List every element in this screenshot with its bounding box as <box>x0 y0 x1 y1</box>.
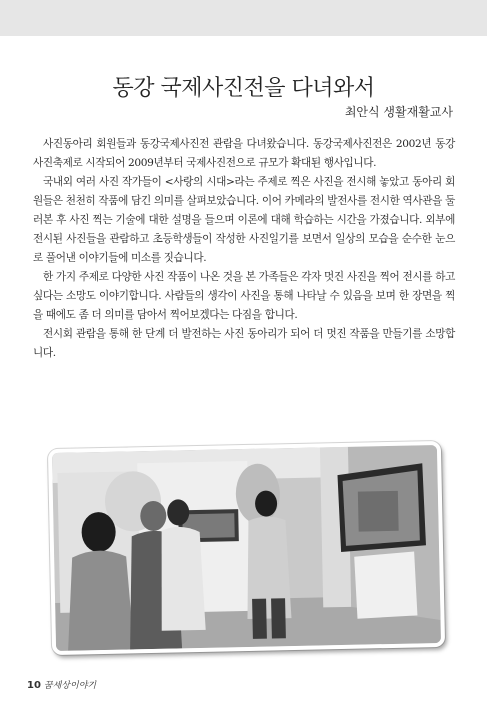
page-number: 10 <box>27 680 41 691</box>
article-title: 동강 국제사진전을 다녀와서 <box>112 75 375 101</box>
article-body <box>33 135 455 363</box>
paragraph: 사진동아리 회원들과 동강국제사진전 관람을 다녀왔습니다. 동강국제사진전은 2002년 동강사진축제로 시작되어 2009년부터 국제사진전으로 규모가 확대된 행사입니다. <box>33 138 455 169</box>
header-band <box>0 0 487 36</box>
magazine-name: 꿈세상이야기 <box>43 681 97 691</box>
paragraph: 전시회 관람을 통해 한 단계 더 발전하는 사진 동아리가 되어 더 멋진 작품을 만들기를 소망합니다. <box>33 328 455 359</box>
paragraph: 한 가지 주제로 다양한 사진 작품이 나온 것을 본 가족들은 각자 멋진 사진을 찍어 전시를 하고 싶다는 소망도 이야기합니다. 사람들의 생각이 사진을 통해 나타날 수 있음을 보며 한 장면을 찍을 때에도 좀 더 의미를 담아서 찍어보겠다는 다짐을 합니다. <box>33 271 455 321</box>
article-author: 최안식 생활재활교사 <box>344 105 453 119</box>
paragraph: 국내외 여러 사진 작가들이 <사랑의 시대>라는 주제로 찍은 사진을 전시해 놓았고 동아리 회원들은 천천히 작품에 담긴 의미를 살펴보았습니다. 이어 카메라의 발전사를 전시한 역사관을 둘러본 후 사진 찍는 기술에 대한 설명을 들으며 이론에 대해 학습하는 시간을 가졌습니다. 외부에 전시된 사진들을 관람하고 초등학생들이 작성한 사진일기를 보면서 일상의 모습을 순수한 눈으로 풀어낸 이야기들에 미소를 짓습니다. <box>33 176 455 264</box>
exhibition-photo <box>48 441 445 655</box>
page-footer <box>27 678 96 691</box>
